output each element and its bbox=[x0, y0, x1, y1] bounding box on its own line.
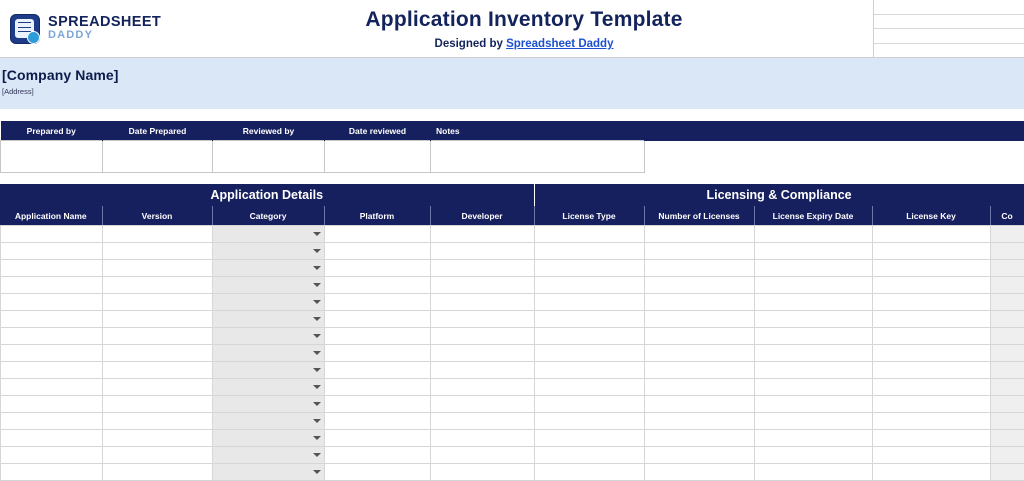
chevron-down-icon[interactable] bbox=[313, 436, 321, 440]
cell-developer[interactable] bbox=[431, 226, 535, 243]
cell-platform[interactable] bbox=[325, 294, 431, 311]
cell-version[interactable] bbox=[103, 226, 213, 243]
prepared-by-value-row bbox=[1, 141, 1024, 173]
cell-version[interactable] bbox=[103, 328, 213, 345]
cell-category[interactable] bbox=[213, 311, 325, 328]
table-row bbox=[1, 379, 1024, 396]
table-row bbox=[1, 430, 1024, 447]
cell-version[interactable] bbox=[103, 311, 213, 328]
cell-number-of-licenses[interactable] bbox=[645, 430, 755, 447]
cell-license-type[interactable] bbox=[535, 277, 645, 294]
table-row bbox=[1, 447, 1024, 464]
cell-developer[interactable] bbox=[431, 362, 535, 379]
table-row bbox=[1, 345, 1024, 362]
cell-license-key[interactable] bbox=[873, 277, 991, 294]
cell-license-expiry-date[interactable] bbox=[755, 447, 873, 464]
cell-license-expiry-date[interactable] bbox=[755, 277, 873, 294]
notes-value[interactable] bbox=[431, 141, 645, 173]
cell-number-of-licenses[interactable] bbox=[645, 311, 755, 328]
cell-compliance[interactable] bbox=[991, 260, 1024, 277]
section-title-row bbox=[0, 184, 1024, 206]
cell-license-key[interactable] bbox=[873, 379, 991, 396]
cell-version[interactable] bbox=[103, 396, 213, 413]
cell-category[interactable] bbox=[213, 345, 325, 362]
cell-license-type[interactable] bbox=[535, 464, 645, 481]
company-address[interactable]: [Address] bbox=[2, 87, 1024, 96]
cell-license-type[interactable] bbox=[535, 379, 645, 396]
cell-license-type[interactable] bbox=[535, 243, 645, 260]
cell-application-name[interactable] bbox=[1, 226, 103, 243]
chevron-down-icon[interactable] bbox=[313, 385, 321, 389]
cell-version[interactable] bbox=[103, 430, 213, 447]
brand-name-line1: SPREADSHEET bbox=[48, 15, 161, 30]
chevron-down-icon[interactable] bbox=[313, 334, 321, 338]
cell-application-name[interactable] bbox=[1, 345, 103, 362]
cell-license-key[interactable] bbox=[873, 362, 991, 379]
cell-license-expiry-date[interactable] bbox=[755, 294, 873, 311]
cell-number-of-licenses[interactable] bbox=[645, 294, 755, 311]
cell-platform[interactable] bbox=[325, 226, 431, 243]
cell-platform[interactable] bbox=[325, 464, 431, 481]
cell-compliance[interactable] bbox=[991, 294, 1024, 311]
cell-license-key[interactable] bbox=[873, 243, 991, 260]
date-prepared-header: Date Prepared bbox=[103, 121, 213, 141]
cell-platform[interactable] bbox=[325, 362, 431, 379]
cell-number-of-licenses[interactable] bbox=[645, 345, 755, 362]
table-row bbox=[1, 396, 1024, 413]
cell-license-key[interactable] bbox=[873, 226, 991, 243]
prepared-by-table bbox=[0, 121, 1024, 173]
section-application-details: Application Details bbox=[0, 184, 534, 206]
cell-license-expiry-date[interactable] bbox=[755, 345, 873, 362]
column-header-license-type: License Type bbox=[534, 206, 644, 225]
cell-license-expiry-date[interactable] bbox=[755, 464, 873, 481]
cell-number-of-licenses[interactable] bbox=[645, 413, 755, 430]
cell-license-key[interactable] bbox=[873, 464, 991, 481]
header-empty-grid bbox=[873, 0, 1024, 57]
table-row bbox=[1, 243, 1024, 260]
cell-license-type[interactable] bbox=[535, 413, 645, 430]
brand-name-line2: DADDY bbox=[48, 30, 161, 42]
cell-compliance[interactable] bbox=[991, 243, 1024, 260]
table-row bbox=[1, 464, 1024, 481]
table-row bbox=[1, 294, 1024, 311]
cell-platform[interactable] bbox=[325, 413, 431, 430]
company-name[interactable]: [Company Name] bbox=[2, 67, 1024, 83]
chevron-down-icon[interactable] bbox=[313, 351, 321, 355]
chevron-down-icon[interactable] bbox=[313, 368, 321, 372]
cell-category[interactable] bbox=[213, 447, 325, 464]
cell-version[interactable] bbox=[103, 277, 213, 294]
cell-version[interactable] bbox=[103, 447, 213, 464]
cell-compliance[interactable] bbox=[991, 277, 1024, 294]
cell-license-type[interactable] bbox=[535, 294, 645, 311]
cell-application-name[interactable] bbox=[1, 243, 103, 260]
cell-license-key[interactable] bbox=[873, 260, 991, 277]
column-header-category: Category bbox=[212, 206, 324, 225]
table-row bbox=[1, 328, 1024, 345]
cell-compliance[interactable] bbox=[991, 362, 1024, 379]
cell-number-of-licenses[interactable] bbox=[645, 260, 755, 277]
cell-license-expiry-date[interactable] bbox=[755, 311, 873, 328]
cell-category[interactable] bbox=[213, 328, 325, 345]
cell-license-expiry-date[interactable] bbox=[755, 243, 873, 260]
inventory-grid bbox=[0, 225, 1024, 481]
cell-platform[interactable] bbox=[325, 447, 431, 464]
cell-number-of-licenses[interactable] bbox=[645, 464, 755, 481]
chevron-down-icon[interactable] bbox=[313, 470, 321, 474]
cell-category[interactable] bbox=[213, 243, 325, 260]
cell-application-name[interactable] bbox=[1, 413, 103, 430]
section-licensing-compliance: Licensing & Compliance bbox=[534, 184, 1024, 206]
cell-license-key[interactable] bbox=[873, 345, 991, 362]
cell-developer[interactable] bbox=[431, 430, 535, 447]
cell-developer[interactable] bbox=[431, 243, 535, 260]
cell-compliance[interactable] bbox=[991, 345, 1024, 362]
cell-license-expiry-date[interactable] bbox=[755, 396, 873, 413]
chevron-down-icon[interactable] bbox=[313, 300, 321, 304]
column-header-developer: Developer bbox=[430, 206, 534, 225]
column-header-license-expiry-date: License Expiry Date bbox=[754, 206, 872, 225]
cell-compliance[interactable] bbox=[991, 447, 1024, 464]
cell-category[interactable] bbox=[213, 277, 325, 294]
designed-by bbox=[175, 38, 873, 50]
cell-category[interactable] bbox=[213, 464, 325, 481]
cell-version[interactable] bbox=[103, 260, 213, 277]
cell-license-type[interactable] bbox=[535, 345, 645, 362]
column-header-row bbox=[0, 206, 1024, 225]
cell-platform[interactable] bbox=[325, 311, 431, 328]
prepared-by-section bbox=[0, 121, 1024, 173]
header-grid-row[interactable] bbox=[874, 29, 1024, 44]
company-band bbox=[0, 58, 1024, 109]
cell-license-key[interactable] bbox=[873, 328, 991, 345]
cell-application-name[interactable] bbox=[1, 464, 103, 481]
cell-platform[interactable] bbox=[325, 328, 431, 345]
cell-license-expiry-date[interactable] bbox=[755, 362, 873, 379]
cell-number-of-licenses[interactable] bbox=[645, 277, 755, 294]
cell-platform[interactable] bbox=[325, 430, 431, 447]
cell-version[interactable] bbox=[103, 413, 213, 430]
cell-category[interactable] bbox=[213, 226, 325, 243]
cell-application-name[interactable] bbox=[1, 277, 103, 294]
cell-developer[interactable] bbox=[431, 413, 535, 430]
cell-developer[interactable] bbox=[431, 328, 535, 345]
cell-category[interactable] bbox=[213, 260, 325, 277]
cell-developer[interactable] bbox=[431, 260, 535, 277]
cell-version[interactable] bbox=[103, 345, 213, 362]
date-prepared-value[interactable] bbox=[103, 141, 213, 173]
column-header-version: Version bbox=[102, 206, 212, 225]
designed-by-prefix: Designed by bbox=[435, 38, 507, 50]
cell-license-type[interactable] bbox=[535, 260, 645, 277]
table-row bbox=[1, 277, 1024, 294]
cell-category[interactable] bbox=[213, 379, 325, 396]
table-row bbox=[1, 260, 1024, 277]
cell-application-name[interactable] bbox=[1, 379, 103, 396]
cell-license-expiry-date[interactable] bbox=[755, 379, 873, 396]
cell-license-expiry-date[interactable] bbox=[755, 328, 873, 345]
date-reviewed-value[interactable] bbox=[325, 141, 431, 173]
cell-platform[interactable] bbox=[325, 260, 431, 277]
cell-license-key[interactable] bbox=[873, 413, 991, 430]
table-row bbox=[1, 311, 1024, 328]
header-grid-row[interactable] bbox=[874, 44, 1024, 58]
date-reviewed-header: Date reviewed bbox=[325, 121, 431, 141]
table-row bbox=[1, 362, 1024, 379]
cell-category[interactable] bbox=[213, 396, 325, 413]
cell-application-name[interactable] bbox=[1, 311, 103, 328]
page-title: Application Inventory Template bbox=[175, 8, 873, 32]
cell-license-type[interactable] bbox=[535, 396, 645, 413]
cell-platform[interactable] bbox=[325, 379, 431, 396]
cell-developer[interactable] bbox=[431, 396, 535, 413]
table-row bbox=[1, 413, 1024, 430]
cell-number-of-licenses[interactable] bbox=[645, 226, 755, 243]
prepared-row-filler bbox=[645, 141, 1024, 173]
cell-compliance[interactable] bbox=[991, 413, 1024, 430]
cell-category[interactable] bbox=[213, 362, 325, 379]
cell-license-type[interactable] bbox=[535, 328, 645, 345]
cell-number-of-licenses[interactable] bbox=[645, 362, 755, 379]
cell-developer[interactable] bbox=[431, 379, 535, 396]
header-grid-row[interactable] bbox=[874, 0, 1024, 15]
cell-license-type[interactable] bbox=[535, 430, 645, 447]
cell-compliance[interactable] bbox=[991, 430, 1024, 447]
cell-compliance[interactable] bbox=[991, 328, 1024, 345]
column-header-license-key: License Key bbox=[872, 206, 990, 225]
chevron-down-icon[interactable] bbox=[313, 453, 321, 457]
cell-application-name[interactable] bbox=[1, 260, 103, 277]
chevron-down-icon[interactable] bbox=[313, 266, 321, 270]
cell-developer[interactable] bbox=[431, 447, 535, 464]
reviewed-by-header: Reviewed by bbox=[213, 121, 325, 141]
cell-license-type[interactable] bbox=[535, 226, 645, 243]
cell-number-of-licenses[interactable] bbox=[645, 396, 755, 413]
chevron-down-icon[interactable] bbox=[313, 232, 321, 236]
cell-application-name[interactable] bbox=[1, 362, 103, 379]
cell-application-name[interactable] bbox=[1, 447, 103, 464]
column-header-application-name: Application Name bbox=[0, 206, 102, 225]
cell-license-expiry-date[interactable] bbox=[755, 430, 873, 447]
cell-application-name[interactable] bbox=[1, 294, 103, 311]
cell-compliance[interactable] bbox=[991, 464, 1024, 481]
cell-number-of-licenses[interactable] bbox=[645, 379, 755, 396]
cell-category[interactable] bbox=[213, 413, 325, 430]
spreadsheet-logo-icon bbox=[10, 14, 40, 44]
prepared-header-filler bbox=[645, 121, 1024, 141]
cell-license-key[interactable] bbox=[873, 447, 991, 464]
cell-platform[interactable] bbox=[325, 277, 431, 294]
cell-developer[interactable] bbox=[431, 464, 535, 481]
chevron-down-icon[interactable] bbox=[313, 317, 321, 321]
reviewed-by-value[interactable] bbox=[213, 141, 325, 173]
cell-developer[interactable] bbox=[431, 345, 535, 362]
cell-compliance[interactable] bbox=[991, 396, 1024, 413]
cell-version[interactable] bbox=[103, 243, 213, 260]
table-row bbox=[1, 226, 1024, 243]
chevron-down-icon[interactable] bbox=[313, 249, 321, 253]
cell-platform[interactable] bbox=[325, 396, 431, 413]
cell-license-expiry-date[interactable] bbox=[755, 226, 873, 243]
column-header-number-of-licenses: Number of Licenses bbox=[644, 206, 754, 225]
cell-number-of-licenses[interactable] bbox=[645, 243, 755, 260]
spreadsheet-daddy-link[interactable]: Spreadsheet Daddy bbox=[506, 38, 613, 50]
cell-number-of-licenses[interactable] bbox=[645, 447, 755, 464]
chevron-down-icon[interactable] bbox=[313, 283, 321, 287]
cell-developer[interactable] bbox=[431, 311, 535, 328]
cell-platform[interactable] bbox=[325, 345, 431, 362]
cell-developer[interactable] bbox=[431, 277, 535, 294]
cell-version[interactable] bbox=[103, 464, 213, 481]
chevron-down-icon[interactable] bbox=[313, 419, 321, 423]
cell-license-key[interactable] bbox=[873, 396, 991, 413]
column-header-platform: Platform bbox=[324, 206, 430, 225]
prepared-by-header: Prepared by bbox=[1, 121, 103, 141]
cell-application-name[interactable] bbox=[1, 328, 103, 345]
column-header-compliance: Co bbox=[990, 206, 1024, 225]
cell-category[interactable] bbox=[213, 430, 325, 447]
cell-license-expiry-date[interactable] bbox=[755, 260, 873, 277]
cell-compliance[interactable] bbox=[991, 379, 1024, 396]
cell-license-key[interactable] bbox=[873, 294, 991, 311]
page-header bbox=[0, 0, 1024, 58]
cell-version[interactable] bbox=[103, 379, 213, 396]
cell-license-key[interactable] bbox=[873, 311, 991, 328]
cell-license-type[interactable] bbox=[535, 362, 645, 379]
brand-logo bbox=[0, 0, 175, 57]
cell-compliance[interactable] bbox=[991, 311, 1024, 328]
header-grid-row[interactable] bbox=[874, 15, 1024, 30]
cell-license-expiry-date[interactable] bbox=[755, 413, 873, 430]
cell-compliance[interactable] bbox=[991, 226, 1024, 243]
cell-version[interactable] bbox=[103, 362, 213, 379]
cell-license-key[interactable] bbox=[873, 430, 991, 447]
cell-license-type[interactable] bbox=[535, 447, 645, 464]
title-block bbox=[175, 0, 873, 57]
cell-application-name[interactable] bbox=[1, 430, 103, 447]
cell-version[interactable] bbox=[103, 294, 213, 311]
table-sections bbox=[0, 184, 1024, 481]
cell-application-name[interactable] bbox=[1, 396, 103, 413]
chevron-down-icon[interactable] bbox=[313, 402, 321, 406]
prepared-by-header-row bbox=[1, 121, 1024, 141]
cell-number-of-licenses[interactable] bbox=[645, 328, 755, 345]
cell-developer[interactable] bbox=[431, 294, 535, 311]
cell-category[interactable] bbox=[213, 294, 325, 311]
section-header-table bbox=[0, 184, 1024, 225]
cell-license-type[interactable] bbox=[535, 311, 645, 328]
notes-header: Notes bbox=[431, 121, 645, 141]
prepared-by-value[interactable] bbox=[1, 141, 103, 173]
cell-platform[interactable] bbox=[325, 243, 431, 260]
